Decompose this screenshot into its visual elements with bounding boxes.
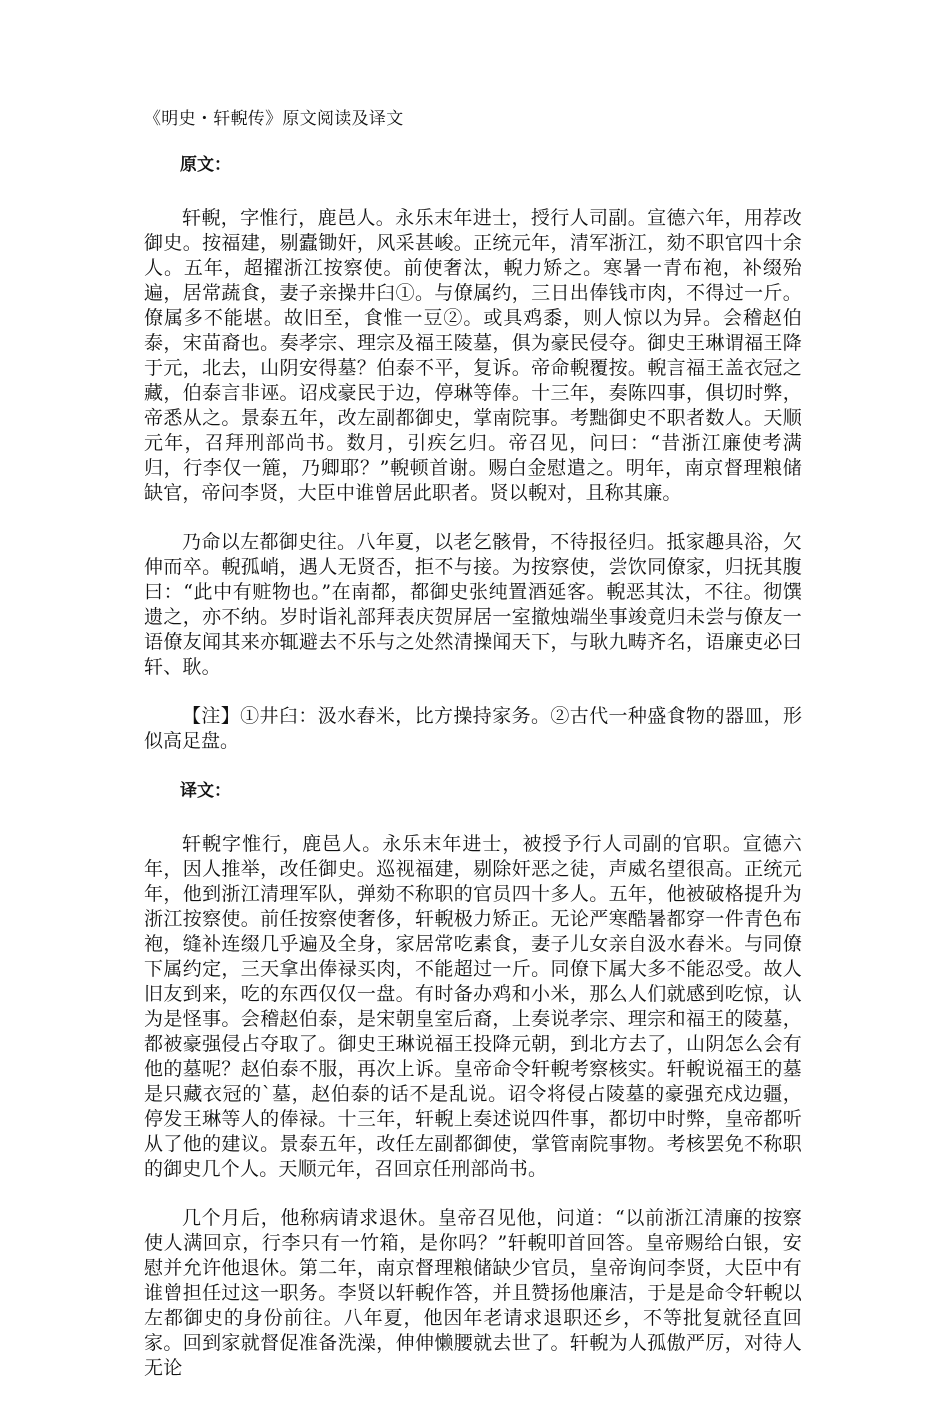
document-title: 《明史・轩輗传》原文阅读及译文	[144, 109, 404, 129]
document-page	[144, 108, 802, 1405]
translation-paragraph: 几个月后，他称病请求退休。皇帝召见他，问道：“以前浙江清廉的按察使人满回京，行李只有一竹箱，是你吗？”轩輗叩首回答。皇帝赐给白银，安慰并允许他退休。第二年，南京督理粮储缺少官员，皇帝询问李贤，大臣中有谁曾担任过这一职务。李贤以轩輗作答，并且赞扬他廉洁，于是是命令轩輗以左都御史的身份前往。八年夏，他因年老请求退职还乡，不等批复就径直回家。回到家就督促准备洗澡，伸伸懒腰就去世了。轩輗为人孤傲严厉，对待人无论	[144, 1207, 802, 1379]
original-heading: 原文：	[180, 155, 231, 175]
note-text: ①井臼：汲水舂米，比方操持家务。②古代一种盛食物的器皿，形似高足盘。	[144, 705, 802, 752]
translation-paragraph: 轩輗字惟行，鹿邑人。永乐末年进士，被授予行人司副的官职。宣德六年，因人推举，改任御史。巡视福建，剔除奸恶之徒，声威名望很高。正统元年，他到浙江清理军队，弹劾不称职的官员四十多人。五年，他被破格提升为浙江按察使。前任按察使奢侈，轩輗极力矫正。无论严寒酷暑都穿一件青色布袍，缝补连缀几乎遍及全身，家居常吃素食，妻子儿女亲自汲水舂米。与同僚下属约定，三天拿出俸禄买肉，不能超过一斤。同僚下属大多不能忍受。故人旧友到来，吃的东西仅仅一盘。有时备办鸡和小米，那么人们就感到吃惊，认为是怪事。会稽赵伯泰，是宋朝皇室后裔，上奏说孝宗、理宗和福王的陵墓，都被豪强侵占夺取了。御史王琳说福王投降元朝，到北方去了，山阴怎么会有他的墓呢？赵伯泰不服，再次上诉。皇帝命令轩輗考察核实。轩輗说福王的墓是只藏衣冠的`墓，赵伯泰的话不是乱说。诏令将侵占陵墓的豪强充戍边疆，停发王琳等人的俸禄。十三年，轩輗上奏述说四件事，都切中时弊，皇帝都听从了他的建议。景泰五年，改任左副都御使，掌管南院事物。考核罢免不称职的御史几个人。天顺元年，召回京任刑部尚书。	[144, 833, 802, 1180]
original-paragraph: 乃命以左都御史往。八年夏，以老乞骸骨，不待报径归。抵家趣具浴，欠伸而卒。輗孤峭，遇人无贤否，拒不与接。为按察使，尝饮同僚家，归抚其腹曰：“此中有赃物也。”在南都，都御史张纯置酒延客。輗恶其汰，不往。彻馔遗之，亦不纳。岁时诣礼部拜表庆贺屏居一室撤烛端坐事竣竟归未尝与僚友一语僚友闻其来亦辄避去不乐与之处然清操闻天下，与耿九畴齐名，语廉吏必曰轩、耿。	[144, 531, 802, 678]
translation-heading: 译文：	[180, 781, 231, 801]
original-paragraph: 轩輗，字惟行，鹿邑人。永乐末年进士，授行人司副。宣德六年，用荐改御史。按福建，剔蠹锄奸，风采甚峻。正统元年，清军浙江，劾不职官四十余人。五年，超擢浙江按察使。前使奢汰，輗力矫之。寒暑一青布袍，补缀殆遍，居常蔬食，妻子亲操井臼①。与僚属约，三日出俸钱市肉，不得过一斤。僚属多不能堪。故旧至，食惟一豆②。或具鸡黍，则人惊以为异。会稽赵伯泰，宋苗裔也。奏孝宗、理宗及福王陵墓，俱为豪民侵夺。御史王琳谓福王降于元，北去，山阴安得墓？伯泰不平，复诉。帝命輗覆按。輗言福王盖衣冠之藏，伯泰言非诬。诏戍豪民于边，停琳等俸。十三年，奏陈四事，俱切时弊，帝悉从之。景泰五年，改左副都御史，掌南院事。考黜御史不职者数人。天顺元年，召拜刑部尚书。数月，引疾乞归。帝召见，问曰：“昔浙江廉使考满归，行李仅一簏，乃卿耶？”輗顿首谢。赐白金慰遣之。明年，南京督理粮储缺官，帝问李贤，大臣中谁曾居此职者。贤以輗对，且称其廉。	[144, 207, 802, 504]
annotation-note	[144, 704, 802, 754]
note-tag: 【注】	[182, 705, 241, 727]
